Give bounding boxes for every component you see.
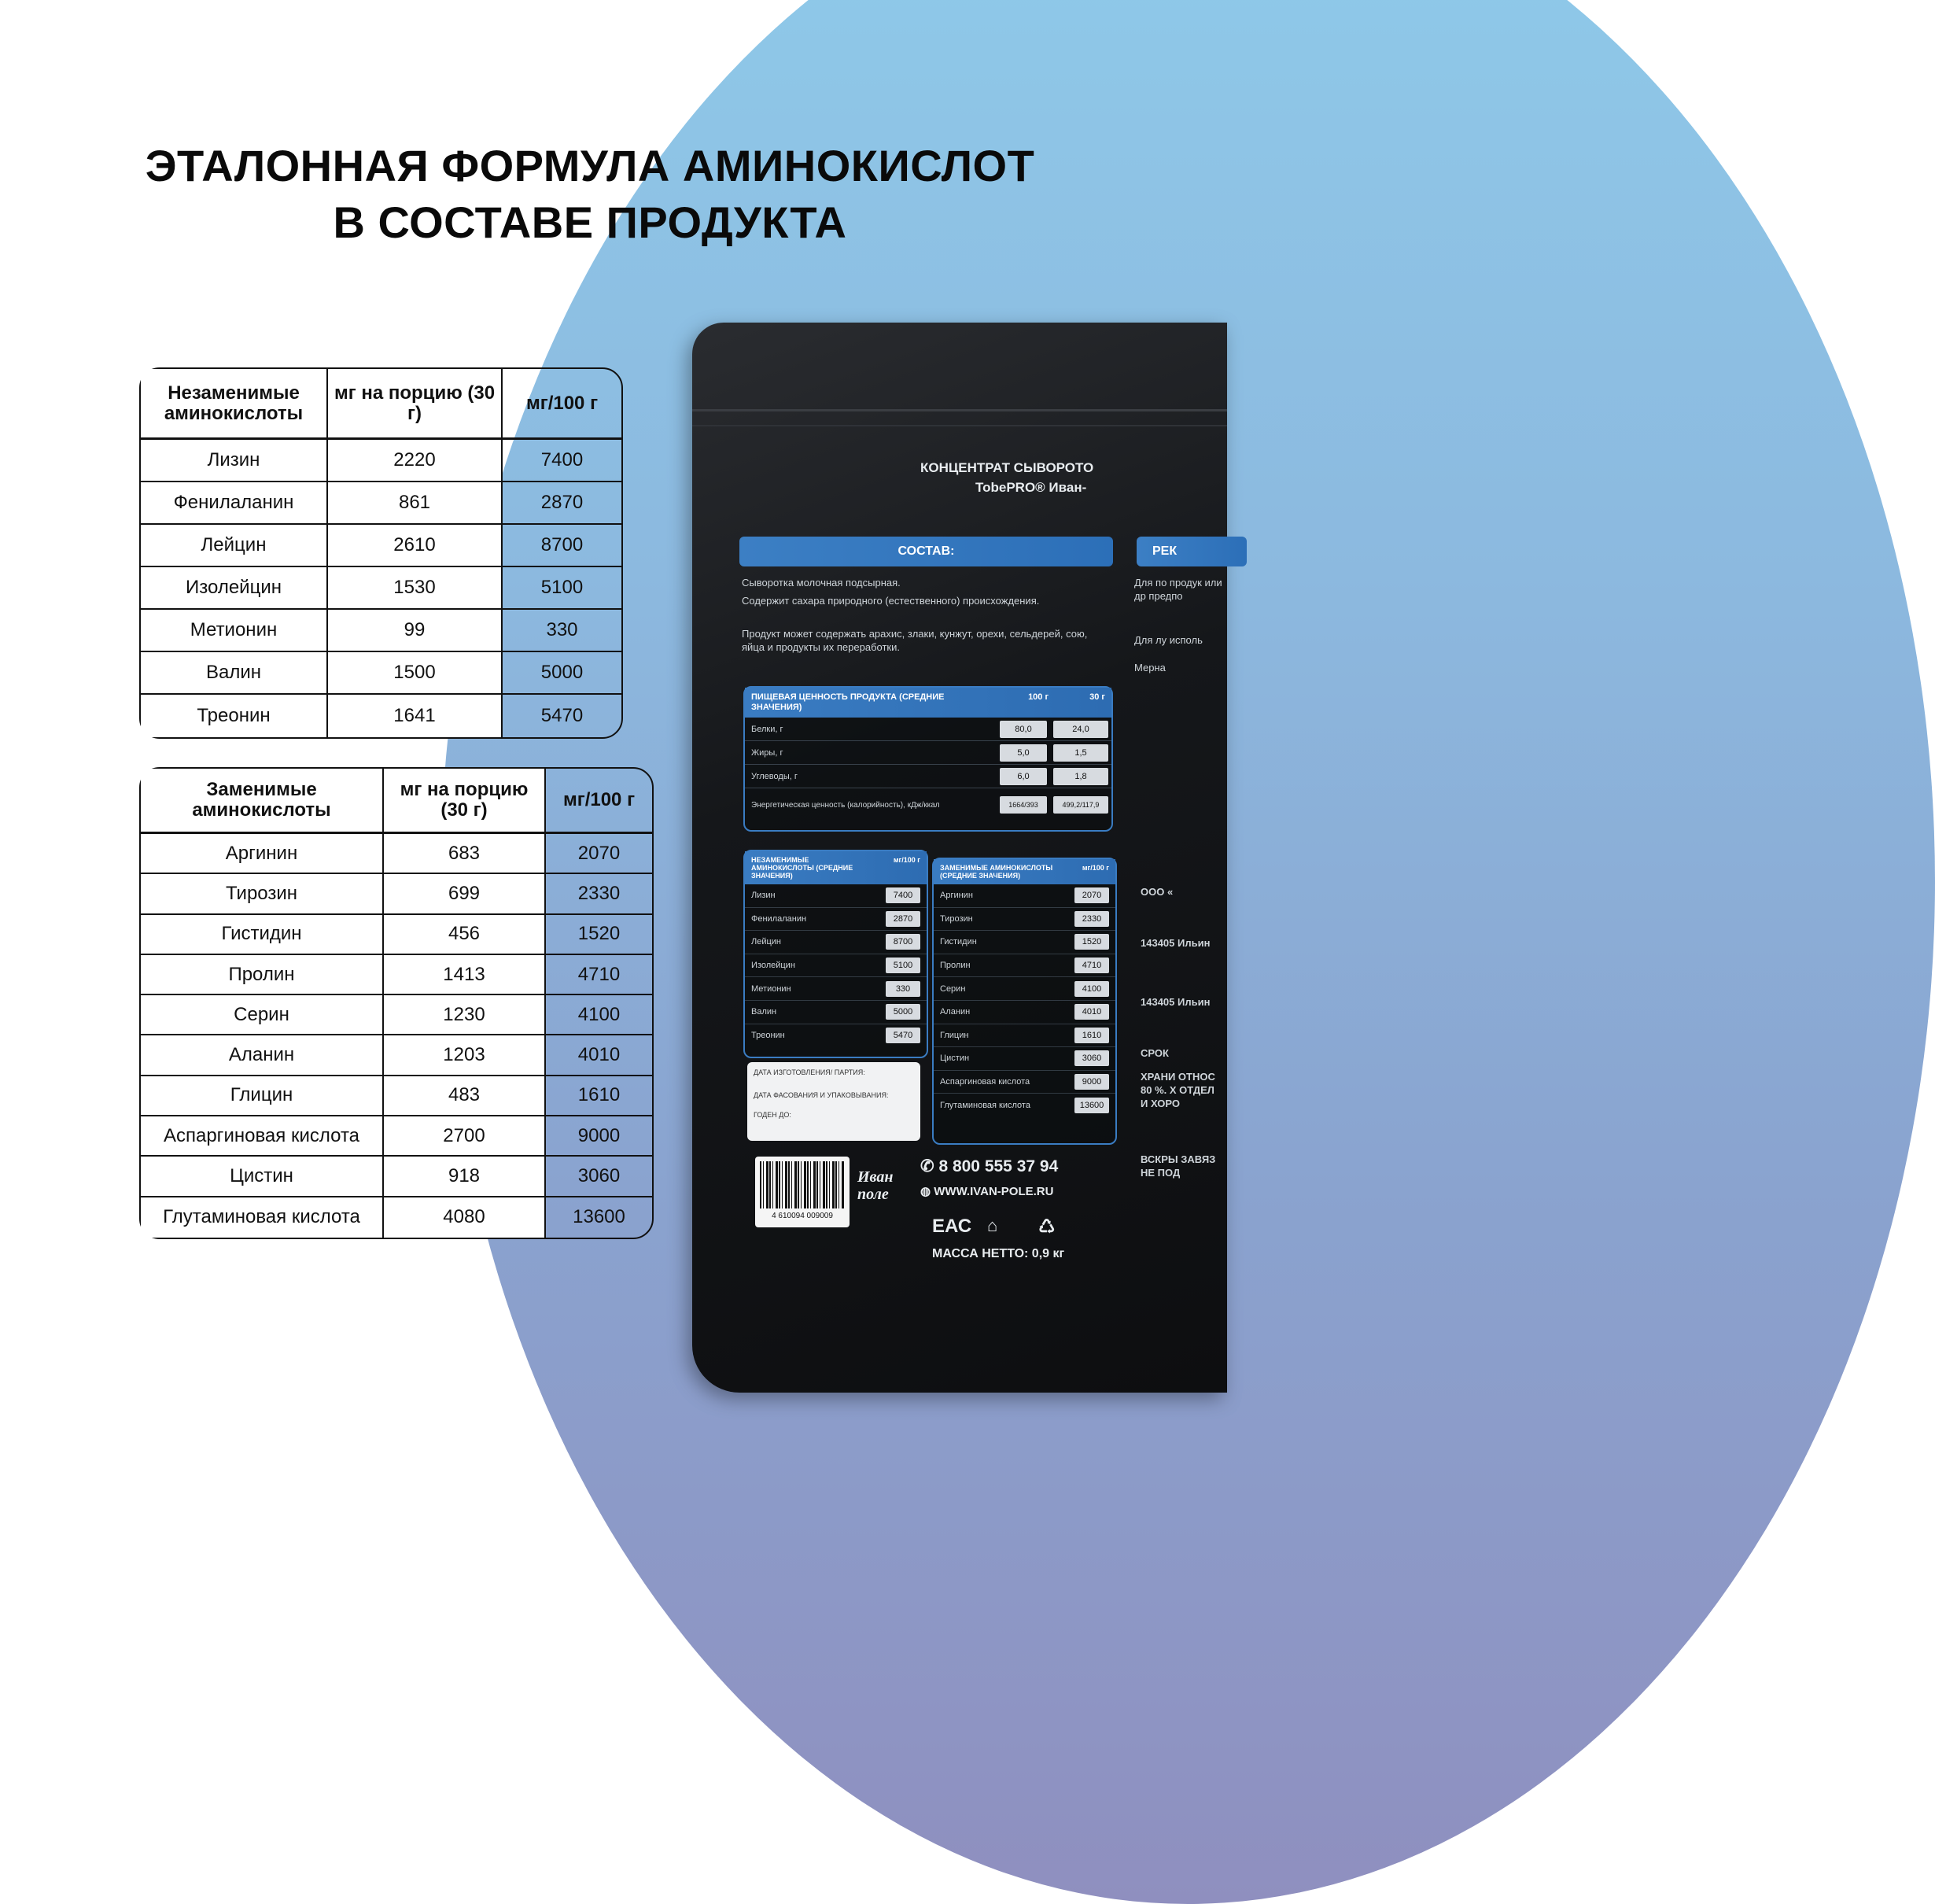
per-100g-value: 2070 xyxy=(546,834,652,874)
header-amino-name: Незаменимые аминокислоты xyxy=(141,369,328,440)
pouch-nonessential-header xyxy=(934,859,1115,884)
pouch-composition-text-2: Содержит сахара природного (естественного) происхождения. xyxy=(742,595,1040,607)
per-100g-value: 9000 xyxy=(546,1116,652,1157)
per-serving-value: 483 xyxy=(384,1076,546,1116)
pouch-side-text-5: ХРАНИ ОТНОС 80 %. Х ОТДЕЛ И ХОРО xyxy=(1141,1071,1215,1109)
pouch-right-text-2: Для лу исполь xyxy=(1134,634,1203,646)
per-100g-value: 2330 xyxy=(546,874,652,914)
pouch-side-text-3: 143405 Ильин xyxy=(1141,996,1211,1008)
pouch-amino-row xyxy=(934,1071,1115,1094)
nutrition-title: ПИЩЕВАЯ ЦЕННОСТЬ ПРОДУКТА (СРЕДНИЕ ЗНАЧЕНИЯ) xyxy=(751,692,945,712)
header-per-100g: мг/100 г xyxy=(503,369,621,440)
food-safe-icon: ⌂ xyxy=(987,1216,998,1235)
nutrition-row-value-100: 5,0 xyxy=(1000,744,1047,762)
essential-amino-table xyxy=(139,367,623,739)
logo-line-2: поле xyxy=(857,1186,889,1203)
pouch-amino-name: Пролин xyxy=(940,961,971,971)
nutrition-row xyxy=(745,718,1111,741)
pouch-essential-header xyxy=(745,851,927,884)
table-header-row xyxy=(141,769,652,834)
per-100g-value: 1610 xyxy=(546,1076,652,1116)
per-serving-value: 1413 xyxy=(384,955,546,995)
pouch-zip-seal xyxy=(692,409,1227,411)
pouch-amino-name: Лейцин xyxy=(751,937,782,947)
pouch-amino-row xyxy=(745,931,927,954)
pouch-amino-value: 330 xyxy=(886,981,920,997)
pouch-amino-name: Изолейцин xyxy=(751,961,795,971)
pouch-amino-value: 7400 xyxy=(886,887,920,903)
pouch-amino-row xyxy=(934,884,1115,908)
amino-name: Аргинин xyxy=(141,834,384,874)
pouch-amino-value: 9000 xyxy=(1074,1074,1109,1090)
amino-name: Фенилаланин xyxy=(141,482,328,525)
phone-icon: ✆ xyxy=(920,1157,939,1175)
pouch-amino-value: 2330 xyxy=(1074,911,1109,927)
per-serving-value: 2220 xyxy=(328,440,503,482)
amino-name: Серин xyxy=(141,995,384,1035)
nutrition-row-name: Жиры, г xyxy=(751,747,783,758)
per-100g-value: 1520 xyxy=(546,915,652,955)
amino-name: Гистидин xyxy=(141,915,384,955)
barcode-number: 4 610094 009009 xyxy=(772,1212,833,1220)
pouch-amino-name: Фенилаланин xyxy=(751,913,807,924)
nutrition-col-100: 100 г xyxy=(1028,692,1049,702)
pouch-amino-value: 4710 xyxy=(1074,958,1109,973)
website-text: WWW.IVAN-POLE.RU xyxy=(934,1185,1054,1198)
pouch-amino-value: 4010 xyxy=(1074,1004,1109,1020)
pouch-essential-amino-panel xyxy=(743,850,928,1058)
nutrition-row-value-100: 6,0 xyxy=(1000,768,1047,785)
table-row xyxy=(141,1035,652,1076)
pouch-amino-value: 13600 xyxy=(1074,1098,1109,1113)
pouch-amino-name: Валин xyxy=(751,1007,777,1017)
pouch-nonessential-unit: мг/100 г xyxy=(1082,864,1109,872)
per-serving-value: 1230 xyxy=(384,995,546,1035)
pouch-amino-name: Треонин xyxy=(751,1031,785,1041)
header-per-100g: мг/100 г xyxy=(546,769,652,834)
amino-name: Лейцин xyxy=(141,525,328,567)
amino-name: Аспаргиновая кислота xyxy=(141,1116,384,1157)
per-serving-value: 2610 xyxy=(328,525,503,567)
amino-name: Глицин xyxy=(141,1076,384,1116)
pouch-side-text-1: ООО « xyxy=(1141,886,1174,898)
pouch-composition-text-1: Сыворотка молочная подсырная. xyxy=(742,577,901,589)
per-100g-value: 5470 xyxy=(540,705,584,726)
pouch-amino-value: 5470 xyxy=(886,1028,920,1043)
nutrition-row-value-30: 1,5 xyxy=(1053,744,1108,762)
pouch-amino-name: Лизин xyxy=(751,891,776,901)
per-serving-value: 99 xyxy=(328,610,503,652)
pouch-nonessential-amino-panel xyxy=(932,858,1117,1145)
nutrition-row xyxy=(745,741,1111,765)
recycle-icon: ♺ xyxy=(1038,1216,1056,1238)
pouch-amino-row xyxy=(745,908,927,932)
table-row xyxy=(141,834,652,874)
pouch-amino-value: 1610 xyxy=(1074,1028,1109,1043)
pouch-amino-name: Глицин xyxy=(940,1030,969,1040)
pouch-right-text-3: Мерна xyxy=(1134,662,1166,673)
table-row xyxy=(141,567,621,610)
per-serving-value: 699 xyxy=(384,874,546,914)
pouch-amino-value: 2870 xyxy=(886,911,920,927)
pouch-side-text-4: СРОК xyxy=(1141,1047,1169,1059)
pouch-essential-title: НЕЗАМЕНИМЫЕ АМИНОКИСЛОТЫ (СРЕДНИЕ ЗНАЧЕНИЯ) xyxy=(751,856,853,880)
amino-name: Метионин xyxy=(141,610,328,652)
pouch-amino-row xyxy=(934,931,1115,954)
barcode xyxy=(755,1157,850,1227)
per-serving-value: 683 xyxy=(384,834,546,874)
pouch-phone xyxy=(920,1157,1058,1176)
per-100g-value: 4100 xyxy=(546,995,652,1035)
brand-logo xyxy=(857,1168,893,1203)
pouch-amino-row xyxy=(745,954,927,978)
title-line-2: В СОСТАВЕ ПРОДУКТА xyxy=(333,197,847,247)
pouch-amino-row xyxy=(745,977,927,1001)
pouch-amino-name: Тирозин xyxy=(940,913,973,924)
pouch-amino-row xyxy=(934,1094,1115,1117)
nutrition-row xyxy=(745,765,1111,788)
pouch-composition-text-3: Продукт может содержать арахис, злаки, кунжут, орехи, сельдерей, сою, яйца и продукты их переработки. xyxy=(742,628,1088,653)
per-serving-value: 1500 xyxy=(328,652,503,695)
pouch-brand: TobePRO® Иван- xyxy=(975,480,1087,495)
header-amino-name: Заменимые аминокислоты xyxy=(141,769,384,834)
pouch-amino-row xyxy=(934,977,1115,1001)
pouch-amino-value: 8700 xyxy=(886,934,920,950)
pouch-amino-row xyxy=(745,1024,927,1048)
dates-packing: ДАТА ФАСОВАНИЯ И УПАКОВЫВАНИЯ: xyxy=(754,1091,889,1099)
per-serving-value: 861 xyxy=(328,482,503,525)
pouch-amino-value: 1520 xyxy=(1074,934,1109,950)
pouch-right-text-1: Для по продук или др предпо xyxy=(1134,577,1222,602)
nutrition-row-name: Углеводы, г xyxy=(751,771,798,781)
phone-number: 8 800 555 37 94 xyxy=(938,1157,1059,1175)
amino-name: Валин xyxy=(141,652,328,695)
table-row xyxy=(141,482,621,525)
per-serving-value: 2700 xyxy=(384,1116,546,1157)
per-serving-value: 918 xyxy=(384,1157,546,1197)
table-row xyxy=(141,874,652,914)
amino-name: Лизин xyxy=(141,440,328,482)
pouch-amino-row xyxy=(934,908,1115,932)
pouch-side-text-2: 143405 Ильин xyxy=(1141,937,1211,949)
amino-name: Цистин xyxy=(141,1157,384,1197)
title-line-1: ЭТАЛОННАЯ ФОРМУЛА АМИНОКИСЛОТ xyxy=(145,141,1035,190)
pouch-amino-name: Глутаминовая кислота xyxy=(940,1101,1030,1111)
pouch-amino-name: Аланин xyxy=(940,1007,971,1017)
pouch-amino-name: Метионин xyxy=(751,983,791,994)
table-row xyxy=(141,525,621,567)
table-row xyxy=(141,915,652,955)
logo-line-1: Иван xyxy=(857,1168,894,1186)
per-serving-value: 1203 xyxy=(384,1035,546,1076)
table-row xyxy=(141,1197,652,1238)
header-per-serving: мг на порцию (30 г) xyxy=(384,769,546,834)
pouch-amino-name: Серин xyxy=(940,983,966,994)
header-per-serving: мг на порцию (30 г) xyxy=(328,369,503,440)
pouch-side-text-6: ВСКРЫ ЗАВЯЗ НЕ ПОД xyxy=(1141,1153,1216,1179)
pouch-nutrition-panel xyxy=(743,686,1113,832)
per-100g-value: 2870 xyxy=(503,482,621,525)
pouch-net-mass: МАССА НЕТТО: 0,9 кг xyxy=(932,1247,1065,1260)
pouch-amino-row xyxy=(934,1001,1115,1024)
pouch-recommendation-label: РЕК xyxy=(1137,537,1247,566)
amino-name: Аланин xyxy=(141,1035,384,1076)
page-title xyxy=(0,138,1180,251)
nutrition-row-name: Белки, г xyxy=(751,724,783,734)
amino-name: Изолейцин xyxy=(141,567,328,610)
nutrition-row-value-100: 1664/393 xyxy=(1000,796,1047,814)
pouch-composition-label: СОСТАВ: xyxy=(739,537,1113,566)
nutrition-row-name: Энергетическая ценность (калорийность), кДж/ккал xyxy=(751,800,940,810)
pouch-amino-row xyxy=(934,1024,1115,1048)
per-100g-value: 3060 xyxy=(546,1157,652,1197)
per-100g-value: 5000 xyxy=(503,652,621,695)
pouch-dates-box xyxy=(747,1062,920,1141)
eac-mark: ЕАС xyxy=(932,1216,972,1237)
pouch-nonessential-title: ЗАМЕНИМЫЕ АМИНОКИСЛОТЫ (СРЕДНИЕ ЗНАЧЕНИЯ) xyxy=(940,864,1053,880)
pouch-amino-name: Аспаргиновая кислота xyxy=(940,1077,1030,1087)
amino-name: Тирозин xyxy=(141,874,384,914)
pouch-amino-value: 4100 xyxy=(1074,981,1109,997)
nutrition-header xyxy=(745,688,1111,718)
table-row xyxy=(141,1076,652,1116)
pouch-amino-value: 5100 xyxy=(886,958,920,973)
amino-name: Пролин xyxy=(141,955,384,995)
pouch-website xyxy=(920,1184,1053,1198)
table-row xyxy=(141,610,621,652)
per-100g-value: 4710 xyxy=(546,955,652,995)
table-row xyxy=(141,440,621,482)
globe-icon: ◍ xyxy=(920,1185,934,1198)
per-serving-value: 456 xyxy=(384,915,546,955)
per-serving-value: 1530 xyxy=(328,567,503,610)
per-serving-value: 1641 xyxy=(328,695,503,737)
pouch-amino-name: Цистин xyxy=(940,1053,970,1064)
pouch-amino-row xyxy=(745,884,927,908)
nutrition-row-value-30: 1,8 xyxy=(1053,768,1108,785)
pouch-amino-row xyxy=(934,1047,1115,1071)
product-pouch xyxy=(692,323,1227,1393)
nutrition-row-value-30: 24,0 xyxy=(1053,721,1108,738)
table-row xyxy=(141,695,621,737)
per-100g-value: 13600 xyxy=(573,1206,625,1228)
per-100g-value: 5100 xyxy=(503,567,621,610)
pouch-heading: КОНЦЕНТРАТ СЫВОРОТО xyxy=(920,460,1094,475)
pouch-amino-name: Аргинин xyxy=(940,891,973,901)
pouch-amino-row xyxy=(934,954,1115,978)
pouch-amino-row xyxy=(745,1001,927,1024)
pouch-zip-seal-lower xyxy=(692,425,1227,426)
amino-name: Глутаминовая кислота xyxy=(141,1197,384,1238)
pouch-essential-unit: мг/100 г xyxy=(893,856,920,864)
pouch-amino-value: 3060 xyxy=(1074,1050,1109,1066)
table-row xyxy=(141,1157,652,1197)
pouch-amino-value: 5000 xyxy=(886,1004,920,1020)
nutrition-row-value-30: 499,2/117,9 xyxy=(1053,796,1108,814)
dates-manufacture: ДАТА ИЗГОТОВЛЕНИЯ/ ПАРТИЯ: xyxy=(754,1068,865,1076)
table-row xyxy=(141,995,652,1035)
per-100g-value: 330 xyxy=(503,610,621,652)
table-header-row xyxy=(141,369,621,440)
dates-best-before: ГОДЕН ДО: xyxy=(754,1111,791,1119)
per-100g-value: 8700 xyxy=(503,525,621,567)
per-100g-value: 7400 xyxy=(503,440,621,482)
amino-name: Треонин xyxy=(141,695,328,737)
nutrition-row-value-100: 80,0 xyxy=(1000,721,1047,738)
pouch-amino-value: 2070 xyxy=(1074,887,1109,903)
nonessential-amino-table xyxy=(139,767,654,1239)
per-100g-value: 4010 xyxy=(546,1035,652,1076)
table-row xyxy=(141,1116,652,1157)
table-row xyxy=(141,652,621,695)
pouch-amino-name: Гистидин xyxy=(940,937,977,947)
nutrition-col-30: 30 г xyxy=(1089,692,1105,702)
table-row xyxy=(141,955,652,995)
per-serving-value: 4080 xyxy=(384,1197,546,1238)
nutrition-row xyxy=(745,788,1111,821)
barcode-bars xyxy=(760,1161,845,1208)
